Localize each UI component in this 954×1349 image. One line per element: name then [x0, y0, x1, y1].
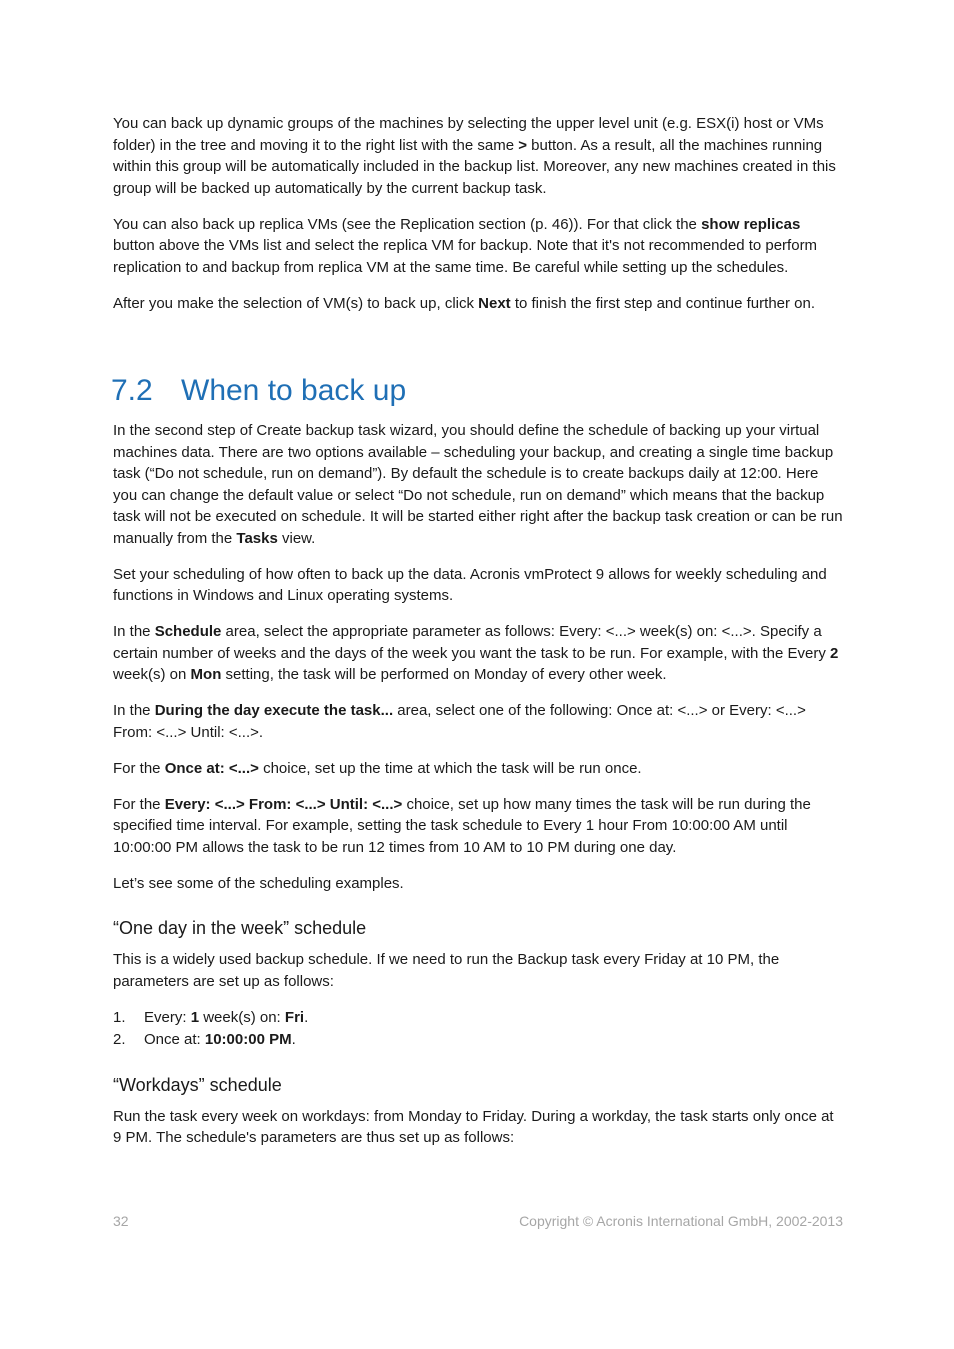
paragraph-every-from-until: For the Every: <...> From: <...> Until: <...> choice, set up how many times the task will be run during the specified time interval. For example, setting the task schedule to Every 1 hour From 10:00:00 AM until 10:00:00 PM allows the task to be run 12 times from 10 AM to 10 PM during one day. — [113, 795, 811, 856]
section-title: When to back up — [181, 374, 407, 407]
list-one-day — [113, 1007, 843, 1051]
paragraph-once-at: For the Once at: <...> choice, set up the time at which the task will be run once. — [113, 759, 642, 777]
page-number: 32 — [113, 1213, 129, 1229]
list-item: 1. Every: 1 week(s) on: Fri. — [113, 1008, 309, 1026]
paragraph-dynamic-groups: You can back up dynamic groups of the machines by selecting the upper level unit (e.g. ESX(i) host or VMs folder) in the tree and moving it to the right list with the same > button. As a result, all the machines running within this group will be automatically included in the backup list. Moreover, any new machines created in this group will be backed up automatically by the current backup task. — [113, 115, 836, 197]
paragraph-replica-vms: You can also back up replica VMs (see the Replication section (p. 46)). For that click the show replicas button above the VMs list and select the replica VM for backup. Note that it's not recommended to perform replication to and backup from replica VM at the same time. Be careful while setting up the schedules. — [113, 215, 818, 276]
paragraph-second-step: In the second step of Create backup task wizard, you should define the schedule of backing up your virtual machines data. There are two options available – scheduling your backup, and creating a single time backup task (“Do not schedule, run on demand”). By default the schedule is to create backups daily at 12:00. Here you can change the default value or select “Do not schedule, run on demand” which means that the backup task will not be executed on schedule. It will be started either right after the backup task creation or can be run manually from the Tasks view. — [113, 422, 843, 547]
paragraph-next-step: After you make the selection of VM(s) to back up, click Next to finish the first step and continue further on. — [113, 294, 816, 312]
section-number: 7.2 — [111, 374, 153, 407]
section-heading — [111, 374, 843, 408]
page-body — [113, 113, 843, 1163]
subheading-workdays: “Workdays” schedule — [113, 1074, 282, 1095]
paragraph-workdays: Run the task every week on workdays: from Monday to Friday. During a workday, the task starts only once at 9 PM. The schedule's parameters are thus set up as follows: — [113, 1107, 834, 1146]
paragraph-scheduling: Set your scheduling of how often to back up the data. Acronis vmProtect 9 allows for weekly scheduling and functions in Windows and Linux operating systems. — [113, 565, 827, 604]
paragraph-one-day: This is a widely used backup schedule. If we need to run the Backup task every Friday at 10 PM, the parameters are set up as follows: — [113, 951, 780, 990]
subheading-one-day: “One day in the week” schedule — [113, 918, 367, 938]
list-item: 2. Once at: 10:00:00 PM. — [113, 1030, 296, 1048]
paragraph-examples: Let’s see some of the scheduling examples. — [113, 874, 404, 892]
paragraph-schedule-area: In the Schedule area, select the appropriate parameter as follows: Every: <...> week(s) on: <...>. Specify a certain number of weeks and the days of the week you want the task to be run. For example, with the Every 2 week(s) on Mon setting, the task will be performed on Monday of every other week. — [113, 623, 839, 683]
paragraph-during-the-day: In the During the day execute the task... area, select one of the following: Once at: <...> or Every: <...> From: <...> Until: <...>. — [113, 702, 806, 741]
copyright-notice: Copyright © Acronis International GmbH, 2002-2013 — [519, 1213, 843, 1229]
